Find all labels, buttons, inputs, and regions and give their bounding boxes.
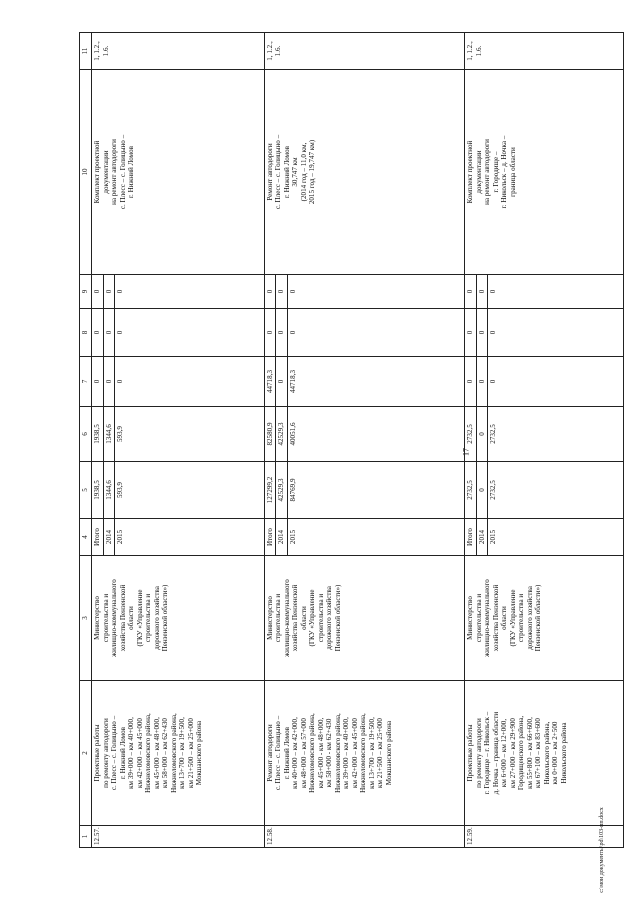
row-number: 12.57. — [92, 826, 265, 848]
expected-result: Комплект проектной документации на ремонт автодороги г. Городище – г. Никольск – д. Ночка – граница области — [465, 70, 624, 275]
amount-total: 2732,5 — [488, 462, 624, 519]
amount-col9: 0 — [264, 275, 276, 309]
amount-total: 2732,5 — [465, 462, 477, 519]
expected-result: Ремонт автодороги с. Плесс – с. Голицыно – г. Нижний Ломов 30,747 км (2014 год – 11,0 км, 2015 год – 19,747 км) — [264, 70, 465, 275]
amount-col7: 0 — [103, 357, 115, 407]
amount-col8: 0 — [264, 309, 276, 357]
row-number: 12.59. — [465, 826, 624, 848]
table-row — [264, 33, 276, 848]
year-cell: 2014 — [103, 519, 115, 556]
customer: Министерство строительства и жилищно-коммунального хозяйства Пензенской области (ГКУ «Управление строительства и дорожного хозяйства Пензенской области») — [465, 556, 624, 681]
amount-regional: 2732,5 — [465, 407, 477, 462]
amount-col8: 0 — [465, 309, 477, 357]
amount-col9: 0 — [488, 275, 624, 309]
amount-col7: 0 — [476, 357, 488, 407]
column-header-row — [80, 33, 92, 848]
indicator-ref: 1, 1.2., 1.6. — [92, 33, 265, 70]
year-cell: Итого — [264, 519, 276, 556]
year-cell: 2015 — [488, 519, 624, 556]
amount-regional: 42529,3 — [276, 407, 288, 462]
amount-col7: 44718,3 — [264, 357, 276, 407]
expected-result: Комплект проектной документации на ремонт автодороги с. Плесс – с. Голицыно – г. Нижний Ломов — [92, 70, 265, 275]
amount-col7: 0 — [276, 357, 288, 407]
customer: Министерство строительства и жилищно-коммунального хозяйства Пензенской области (ГКУ «Управление строительства и дорожного хозяйства Пензенской области») — [92, 556, 265, 681]
customer: Министерство строительства и жилищно-коммунального хозяйства Пензенской области (ГКУ «Управление строительства и дорожного хозяйства Пензенской области») — [264, 556, 465, 681]
col-header-8: 8 — [80, 309, 92, 357]
amount-col7: 0 — [488, 357, 624, 407]
amount-regional: 2732,5 — [488, 407, 624, 462]
amount-col8: 0 — [276, 309, 288, 357]
indicator-ref: 1, 1.2., 1.6. — [465, 33, 624, 70]
amount-total: 127299,2 — [264, 462, 276, 519]
amount-col8: 0 — [488, 309, 624, 357]
year-cell: 2015 — [287, 519, 465, 556]
col-header-10: 10 — [80, 70, 92, 275]
col-header-9: 9 — [80, 275, 92, 309]
amount-col8: 0 — [287, 309, 465, 357]
amount-col8: 0 — [476, 309, 488, 357]
amount-col9: 0 — [103, 275, 115, 309]
row-number: 12.58. — [264, 826, 465, 848]
col-header-4: 4 — [80, 519, 92, 556]
work-name: Проектные работы по ремонту автодороги с. Плесс – с. Голицыно – г. Нижний Ломов км 39+000 – км 40+000, км 42+000 – км 45+000 Нижнеломовского района, км 45+000 – км 48+000, км 58+000 – км 62+430 Нижнеломовского района, км 13+700 – км 19+500, км 21+500 – км 25+000 Мокшанского района — [92, 681, 265, 826]
program-table-sheet — [79, 33, 624, 848]
amount-col9: 0 — [276, 275, 288, 309]
work-name: Ремонт автодороги с. Плесс – с. Голицыно – г. Нижний Ломов км 40+000 – км 42+000, км 48+000 – км 57+000 Нижнеломовского района, км 45+000 - км 48+000, км 58+000 - км 62+430 Нижнеломовского района, км 39+000 – км 40+000, км 42+000 – км 45+000 Нижнеломовского района, км 13+700 – км 19+500, км 21+500 – км 25+000 Мокшанского района — [264, 681, 465, 826]
col-header-11: 11 — [80, 33, 92, 70]
col-header-5: 5 — [80, 462, 92, 519]
col-header-1: 1 — [80, 826, 92, 848]
amount-regional: 593,9 — [115, 407, 265, 462]
amount-regional: 1938,5 — [92, 407, 104, 462]
amount-col8: 0 — [103, 309, 115, 357]
amount-total: 1938,5 — [92, 462, 104, 519]
amount-col7: 0 — [115, 357, 265, 407]
col-header-7: 7 — [80, 357, 92, 407]
amount-regional: 0 — [476, 407, 488, 462]
amount-col9: 0 — [465, 275, 477, 309]
amount-total: 42529,3 — [276, 462, 288, 519]
amount-total: 593,9 — [115, 462, 265, 519]
year-cell: Итого — [465, 519, 477, 556]
year-cell: Итого — [92, 519, 104, 556]
page-number: 17 — [461, 448, 471, 456]
amount-col8: 0 — [92, 309, 104, 357]
amount-col9: 0 — [115, 275, 265, 309]
amount-col7: 0 — [465, 357, 477, 407]
amount-col9: 0 — [476, 275, 488, 309]
indicator-ref: 1, 1.2., 1.6. — [264, 33, 465, 70]
work-name: Проектные работы по ремонту автодороги г. Городище – г. Никольск – д. Ночка – граница области км 6+000 – км 12+000, км 27+000 – км 29+900 Городищенского района, км 55+800 – км 66+600, км 67+100 – км 83+600 Никольского района, км 0+000 – км 2+500 Никольского района — [465, 681, 624, 826]
amount-regional: 40051,6 — [287, 407, 465, 462]
file-path-footer: c:\мои документы\pd\103-пп.docx — [599, 807, 605, 893]
amount-col9: 0 — [287, 275, 465, 309]
amount-total: 84769,9 — [287, 462, 465, 519]
year-cell: 2015 — [115, 519, 265, 556]
col-header-3: 3 — [80, 556, 92, 681]
col-header-6: 6 — [80, 407, 92, 462]
amount-col7: 44718,3 — [287, 357, 465, 407]
amount-regional: 82580,9 — [264, 407, 276, 462]
table-row — [465, 33, 477, 848]
amount-total: 0 — [476, 462, 488, 519]
table-row — [92, 33, 104, 848]
year-cell: 2014 — [476, 519, 488, 556]
amount-col7: 0 — [92, 357, 104, 407]
amount-regional: 1344,6 — [103, 407, 115, 462]
year-cell: 2014 — [276, 519, 288, 556]
amount-total: 1344,6 — [103, 462, 115, 519]
amount-col9: 0 — [92, 275, 104, 309]
program-table — [79, 32, 624, 848]
col-header-2: 2 — [80, 681, 92, 826]
amount-col8: 0 — [115, 309, 265, 357]
